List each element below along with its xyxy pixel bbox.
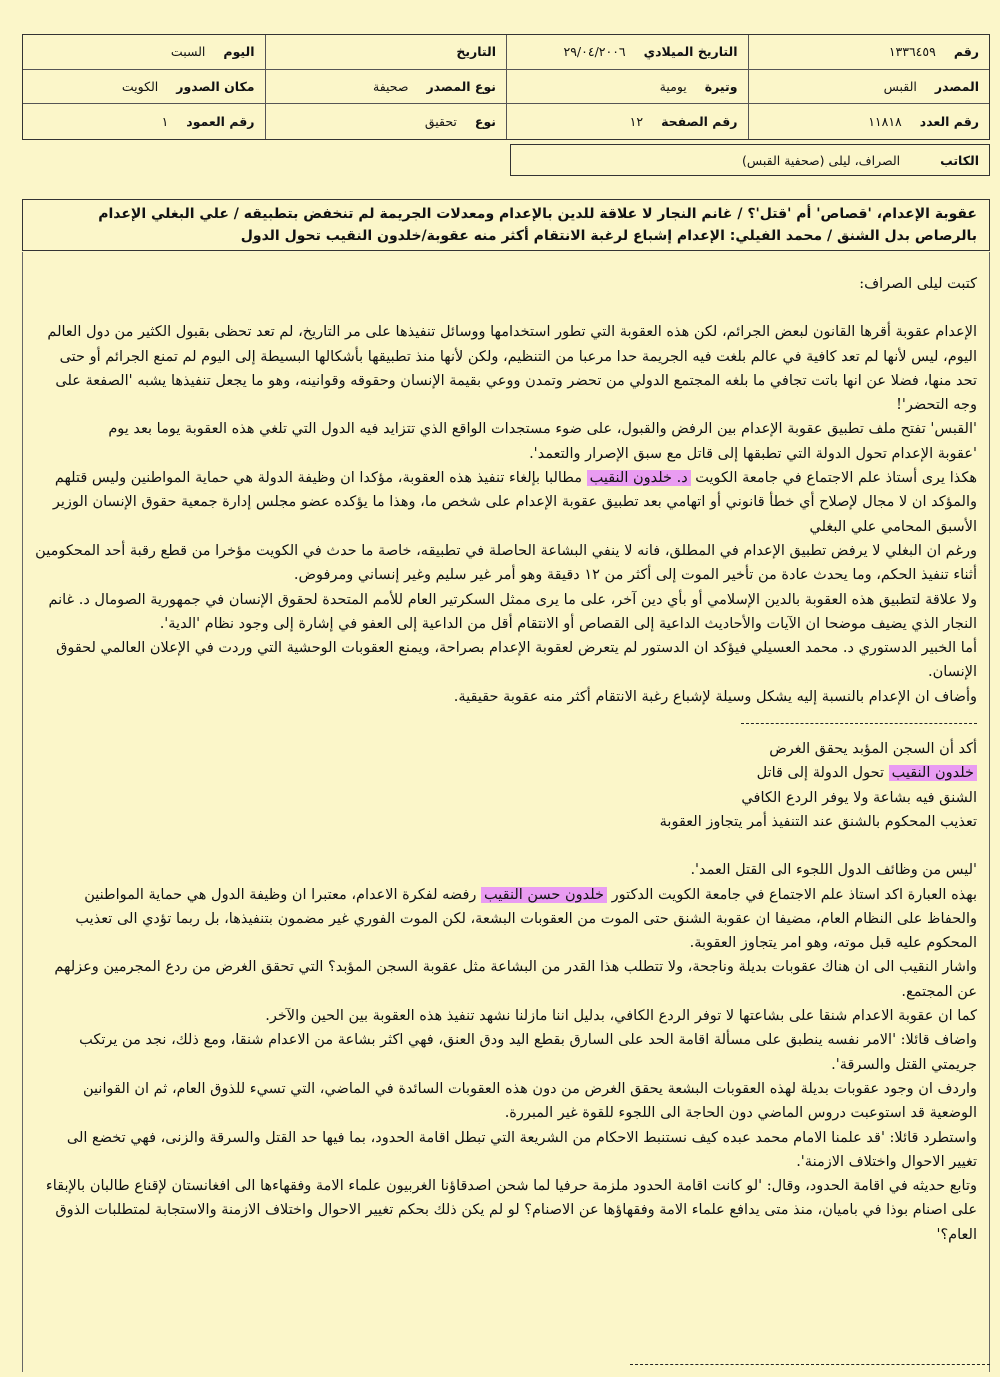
meta-source: المصدر القبس	[748, 70, 990, 105]
bottom-divider	[630, 1364, 990, 1365]
highlighted-name: د. خلدون النقيب	[587, 470, 691, 486]
paragraph: 'ليس من وظائف الدول اللجوء الى القتل العمد'.	[690, 862, 977, 879]
paragraph: وأضاف ان الإعدام بالنسبة إليه يشكل وسيلة لإشباع رغبة الانتقام أكثر منه عقوبة حقيقية.	[453, 688, 977, 705]
highlighted-name: خلدون النقيب	[889, 765, 977, 781]
subheading: الشنق فيه بشاعة ولا يوفر الردع الكافي	[741, 789, 977, 806]
meta-publication-place: مكان الصدور الكويت	[23, 70, 265, 105]
author-value: الصراف، ليلى (صحفية القبس)	[742, 152, 901, 168]
highlighted-name: خلدون حسن النقيب	[481, 887, 607, 903]
paragraph: أما الخبير الدستوري د. محمد العسيلي فيؤكد ان الدستور لم يتعرض لعقوبة الإعدام بصراحة، ويمنع العقوبات الوحشية التي وردت في الإعلان العالمي لحقوق الإنسان.	[56, 640, 977, 681]
subheading: أكد أن السجن المؤبد يحقق الغرض	[769, 741, 977, 758]
author-box	[510, 144, 990, 176]
paragraph: 'عقوبة الإعدام تحول الدولة التي تطبقها إلى قاتل مع سبق الإصرار والتعمد'.	[529, 445, 977, 462]
subheading: تعذيب المحكوم بالشنق عند التنفيذ أمر يتجاوز العقوبة	[659, 813, 977, 830]
meta-gregorian-date: التاريخ الميلادي ٢٩/٠٤/٢٠٠٦	[506, 35, 748, 70]
paragraph: وتابع حديثه في اقامة الحدود، وقال: 'لو كانت اقامة الحدود ملزمة حرفيا لما شحن اصدقاؤنا الغربيون علماء الامة وفقهاءها الى افغانستان لإقناع طالبان بالإبقاء على اصنام بوذا في باميان، منذ متى يدافع علماء الامة وفقهاؤها عن الاصنام؟ لو لم يكن ذلك بحكم تغيير الاحوال واختلاف الازمنة والاستجابة لمتطلبات الذوق العام؟'	[45, 1178, 977, 1243]
article-body	[22, 252, 990, 1372]
meta-issue-number: رقم العدد ١١٨١٨	[748, 104, 990, 139]
meta-page-number: رقم الصفحة ١٢	[506, 104, 748, 139]
paragraph: الإعدام عقوبة أقرها القانون لبعض الجرائم، لكن هذه العقوبة التي تطور استخدامها ووسائل تنفيذها على مر التاريخ، لم تعد تحظى بقبول الكثير من دول العالم اليوم، ليس لأنها لم تعد كافية في عالم بلغت فيه الجريمة حدا مرعبا من التنظيم، ولكن لأنها منذ تطبيقها بأشكالها البسيطة إلى اليوم لم تمنع الجرائم أو حتى تحد منها، فضلا عن انها باتت تجافي ما بلغه المجتمع الدولي من تحضر وتمدن ووعي بقيمة الإنسان وحقوقه وقوانينه، وهو ما يجعل تنفيذها يشبه 'الصفعة على وجه التحضر'!	[47, 324, 977, 414]
author-label: الكاتب	[940, 152, 979, 168]
paragraph: بهذه العبارة اكد استاذ علم الاجتماع في جامعة الكويت الدكتور خلدون حسن النقيب رفضه لفكرة الاعدام، معتبرا ان وظيفة الدول هي حماية المواطنين والحفاظ على النظام العام، مضيفا ان عقوبة الشنق حتى الموت من العقوبات البشعة، لكن الموت الفوري غير مضمون بتنفيذها، بل ربما تؤدي الى تعذيب المحكوم عليه قبل موته، وهو امر يتجاوز العقوبة.	[75, 886, 977, 952]
article-title: عقوبة الإعدام، 'قصاص' أم 'قتل'؟ / غانم النجار لا علاقة للدين بالإعدام ومعدلات الجريمة لم تنخفض بتطبيقه / علي البغلي الإعدام بالرصاص بدل الشنق / محمد الفيلي: الإعدام إشباع لرغبة الانتقام أكثر منه عقوبة/خلدون النقيب تحول الدول	[22, 199, 990, 251]
paragraph: 'القبس' تفتح ملف تطبيق عقوبة الإعدام بين الرفض والقبول، على ضوء مستجدات الواقع الذي تتزايد فيه الدول التي تلغي هذه العقوبة يوما بعد يوم	[108, 421, 977, 438]
paragraph: هكذا يرى أستاذ علم الاجتماع في جامعة الكويت د. خلدون النقيب مطالبا بإلغاء تنفيذ هذه العقوبة، مؤكدا ان وظيفة الدولة هي حماية المواطنين وليس قتلهم	[54, 470, 977, 487]
byline: كتبت ليلى الصراف:	[859, 276, 977, 292]
spacer	[35, 296, 977, 320]
meta-frequency: وتيرة يومية	[506, 70, 748, 105]
meta-column-number: رقم العمود ١	[161, 114, 255, 130]
subheading: خلدون النقيب تحول الدولة إلى قاتل	[35, 761, 977, 785]
meta-number: رقم ١٣٣٦٤٥٩	[748, 35, 990, 70]
paragraph: واضاف قائلا: 'الامر نفسه ينطبق على مسألة اقامة الحد على السارق بقطع اليد ودق العنق، فهي اكثر بشاعة من الاعدام شنقا، ومع ذلك، نجد من يرتكب جريمتي القتل والسرقة'.	[79, 1032, 977, 1073]
meta-day: اليوم السبت	[23, 35, 265, 70]
section-divider	[35, 709, 977, 737]
meta-type: نوع تحقيق	[265, 104, 507, 139]
paragraph: كما ان عقوبة الاعدام شنقا على بشاعتها لا توفر الردع الكافي، بدليل اننا مازلنا نشهد تنفيذ هذه العقوبة بين الحين والآخر.	[265, 1008, 977, 1025]
paragraph: واردف ان وجود عقوبات بديلة لهذه العقوبات البشعة يحقق الغرض من دون هذه العقوبات السائدة في الماضي، التي تسيء للذوق العام، ثم ان القوانين الوضعية قد استوعبت دروس الماضي دون الحاجة الى اللجوء للقوة غير المبررة.	[83, 1080, 977, 1122]
metadata-table	[22, 34, 990, 140]
paragraph: ورغم ان البغلي لا يرفض تطبيق الإعدام في المطلق، فانه لا ينفي البشاعة الحاصلة في تطبيقه، خاصة ما حدث في الكويت مؤخرا من قطع رقبة أحد المحكومين أثناء تنفيذ الحكم، وما يحدث عادة من تأخير الموت إلى أكثر من ١٢ دقيقة وهو أمر غير سليم وغير إنساني ومرفوض.	[35, 542, 977, 584]
paragraph: واستطرد قائلا: 'قد علمنا الامام محمد عبده كيف نستنبط الاحكام من الشريعة التي تبطل اقامة الحدود، بما فيها حد القتل والسرقة والزنى، فهي تخضع الى تغيير الاحوال واختلاف الازمنة'.	[66, 1129, 977, 1170]
paragraph: ولا علاقة لتطبيق هذه العقوبة بالدين الإسلامي أو بأي دين آخر، على ما يرى ممثل السكرتير العام للأمم المتحدة لحقوق الإنسان في جمهورية الصومال د. غانم النجار الذي يضيف موضحا ان الآيات والأحاديث الداعية إلى القصاص أو الانتقام أقل من الداعية إلى العفو في إشارة إلى وجود نظام 'الدية'.	[48, 591, 977, 632]
meta-source-type: نوع المصدر صحيفة	[265, 70, 507, 105]
meta-date: التاريخ	[265, 35, 507, 70]
paragraph: واشار النقيب الى ان هناك عقوبات بديلة وناجحة، ولا تتطلب هذا القدر من البشاعة مثل عقوبة السجن المؤبد؟ التي تحقق الغرض من ردع المجرمين وعزلهم عن المجتمع.	[54, 959, 977, 1000]
spacer	[35, 834, 977, 858]
paragraph: والمؤكد ان لا مجال لإصلاح أي خطأ قانوني أو اتهامي بعد تطبيق عقوبة الإعدام على شخص ما، وهذا ما يؤكده عضو مجلس إدارة جمعية حقوق الإنسان الوزير الأسبق المحامي علي البغلي	[52, 494, 977, 535]
